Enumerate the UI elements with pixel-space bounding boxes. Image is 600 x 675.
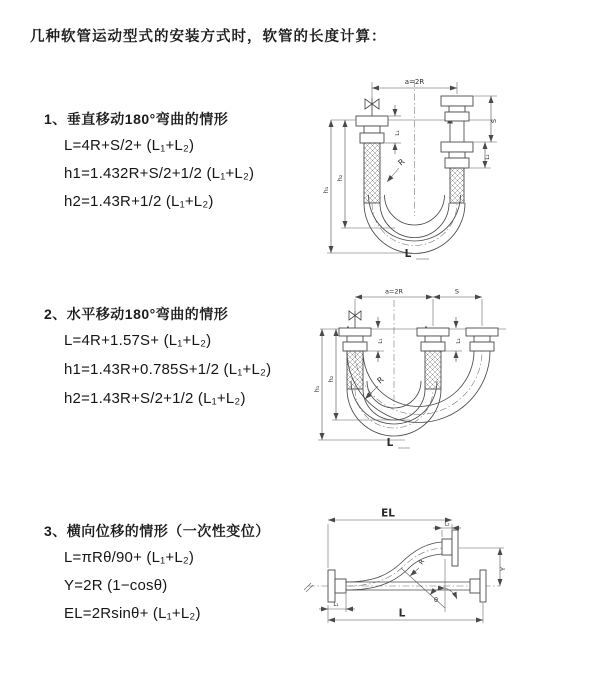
right-flange-initial [470, 570, 486, 602]
formula-s1-h2: h2=1.43R+1/2 (L₁+L₂) [64, 193, 214, 210]
svg-text:L₂: L₂ [444, 521, 450, 528]
svg-text:R: R [396, 157, 407, 168]
middle-fitting [417, 328, 449, 351]
length-label [405, 248, 429, 260]
section-3-heading: 3、横向位移的情形（一次性变位） [44, 523, 270, 539]
svg-text:S: S [490, 118, 498, 124]
svg-text:EL: EL [381, 507, 395, 520]
left-hose-braid [364, 143, 380, 203]
angle-construction [401, 559, 457, 612]
section-1-heading: 1、垂直移动180°弯曲的情形 [44, 111, 229, 127]
section-2-heading: 2、水平移动180°弯曲的情形 [44, 306, 229, 322]
svg-text:L₁: L₁ [378, 338, 384, 344]
hose-u-curves [347, 351, 490, 436]
dimension-l1 [319, 594, 355, 612]
svg-text:L: L [398, 607, 406, 620]
diagram-horizontal-180 [310, 282, 600, 462]
svg-text:a=2R: a=2R [404, 78, 425, 86]
svg-text:L₂: L₂ [485, 154, 491, 160]
right-flange-displaced [442, 530, 458, 566]
dimension-l1 [385, 105, 401, 154]
valve-icon [349, 311, 361, 328]
right-fitting [466, 328, 498, 351]
left-fitting [356, 116, 388, 143]
radius-label [387, 157, 407, 182]
svg-text:a=2R: a=2R [384, 287, 404, 296]
formula-s2-h1: h1=1.43R+0.785S+1/2 (L₁+L₂) [64, 361, 272, 378]
dimension-s [474, 96, 498, 142]
right-pipe [450, 121, 464, 142]
left-flange [328, 570, 346, 602]
svg-text:L₁: L₁ [395, 130, 401, 136]
radius-label [365, 375, 386, 399]
right-fitting-lower [441, 142, 473, 168]
formula-s1-h1: h1=1.432R+S/2+1/2 (L₁+L₂) [64, 165, 255, 182]
svg-text:L: L [404, 248, 412, 260]
svg-text:R: R [417, 557, 427, 567]
right-hose-braid [450, 168, 464, 203]
svg-text:R: R [375, 375, 386, 386]
dimension-s [433, 288, 482, 327]
svg-text:L₂: L₂ [456, 338, 462, 344]
page-title: 几种软管运动型式的安装方式时，软管的长度计算： [30, 29, 387, 45]
dimension-l1 [365, 317, 384, 362]
formula-s3-el: EL=2Rsinθ+ (L₁+L₂) [64, 605, 201, 622]
length-label [387, 437, 410, 449]
svg-text:θ: θ [434, 596, 438, 604]
valve-icon [365, 98, 379, 116]
formula-s1-l: L=4R+S/2+ (L₁+L₂) [64, 137, 195, 154]
radius-label [410, 557, 427, 576]
svg-text:h₁: h₁ [313, 385, 321, 393]
svg-text:S: S [454, 287, 460, 296]
svg-text:L₁: L₁ [333, 602, 339, 608]
formula-s2-h2: h2=1.43R+S/2+1/2 (L₁+L₂) [64, 390, 246, 407]
dimension-l [328, 603, 483, 623]
svg-text:Y: Y [499, 567, 507, 571]
dimension-l2 [443, 317, 462, 362]
svg-text:h₂: h₂ [327, 375, 335, 383]
diagram-vertical-180 [315, 58, 600, 263]
diagram-lateral-displacement [300, 502, 600, 662]
formula-s3-l: L=πRθ/90+ (L₁+L₂) [64, 549, 195, 566]
right-fitting-upper [441, 96, 473, 121]
svg-text:h₂: h₂ [336, 174, 344, 182]
displaced-hose-curve [346, 542, 442, 590]
middle-hose-braid [425, 351, 441, 389]
formula-s2-l: L=4R+1.57S+ (L₁+L₂) [64, 332, 212, 349]
svg-text:L: L [386, 437, 394, 449]
svg-text:h₁: h₁ [322, 186, 330, 194]
formula-s3-y: Y=2R (1−cosθ) [64, 577, 168, 594]
left-fitting [339, 328, 371, 351]
dimension-el [328, 508, 452, 569]
